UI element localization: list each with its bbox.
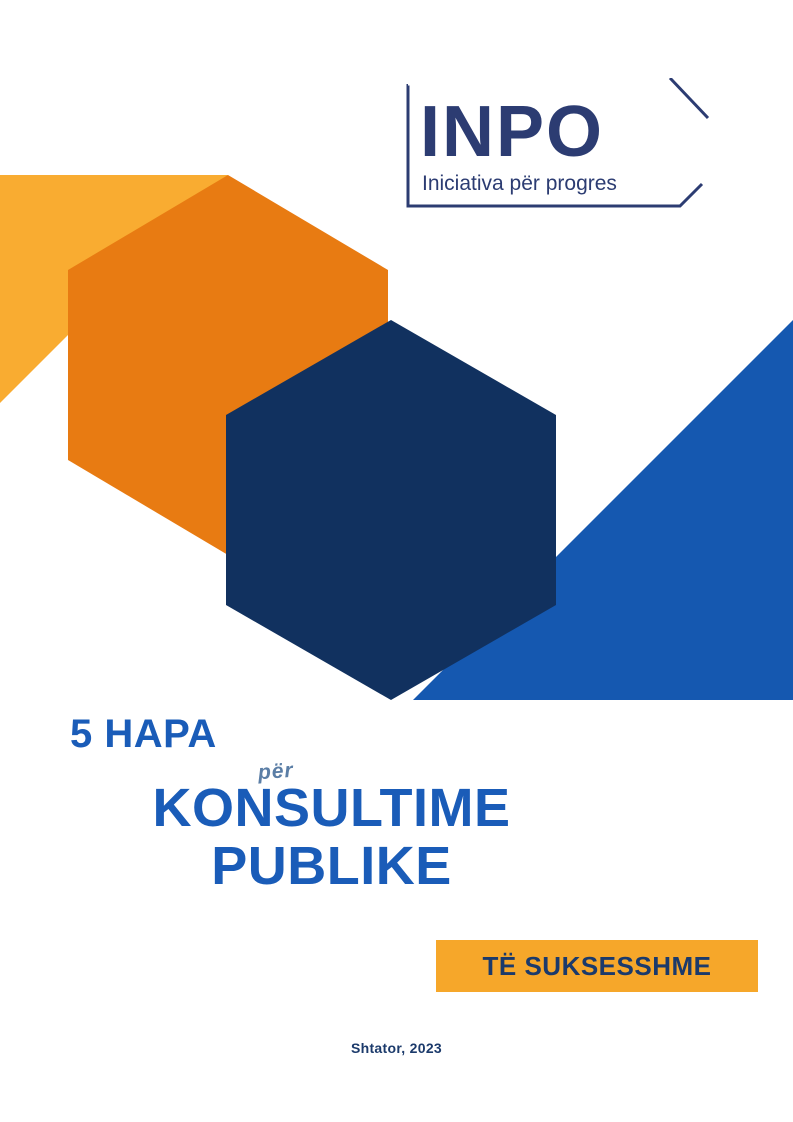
title-line-3: PUBLIKE	[211, 836, 452, 897]
cover-date: Shtator, 2023	[350, 1040, 443, 1056]
svg-text:Iniciativa për progres: Iniciativa për progres	[422, 172, 617, 195]
svg-text:INPO: INPO	[420, 92, 605, 172]
title-highlight-bar	[436, 940, 758, 992]
cover-title-block	[0, 712, 793, 896]
title-line-1: 5 HAPA	[70, 712, 217, 756]
cover-artwork	[0, 150, 793, 720]
title-line-1-small: për	[257, 758, 295, 785]
title-highlight-label: TË SUKSESSHME	[482, 950, 712, 981]
title-line-2: KONSULTIME	[152, 778, 511, 838]
